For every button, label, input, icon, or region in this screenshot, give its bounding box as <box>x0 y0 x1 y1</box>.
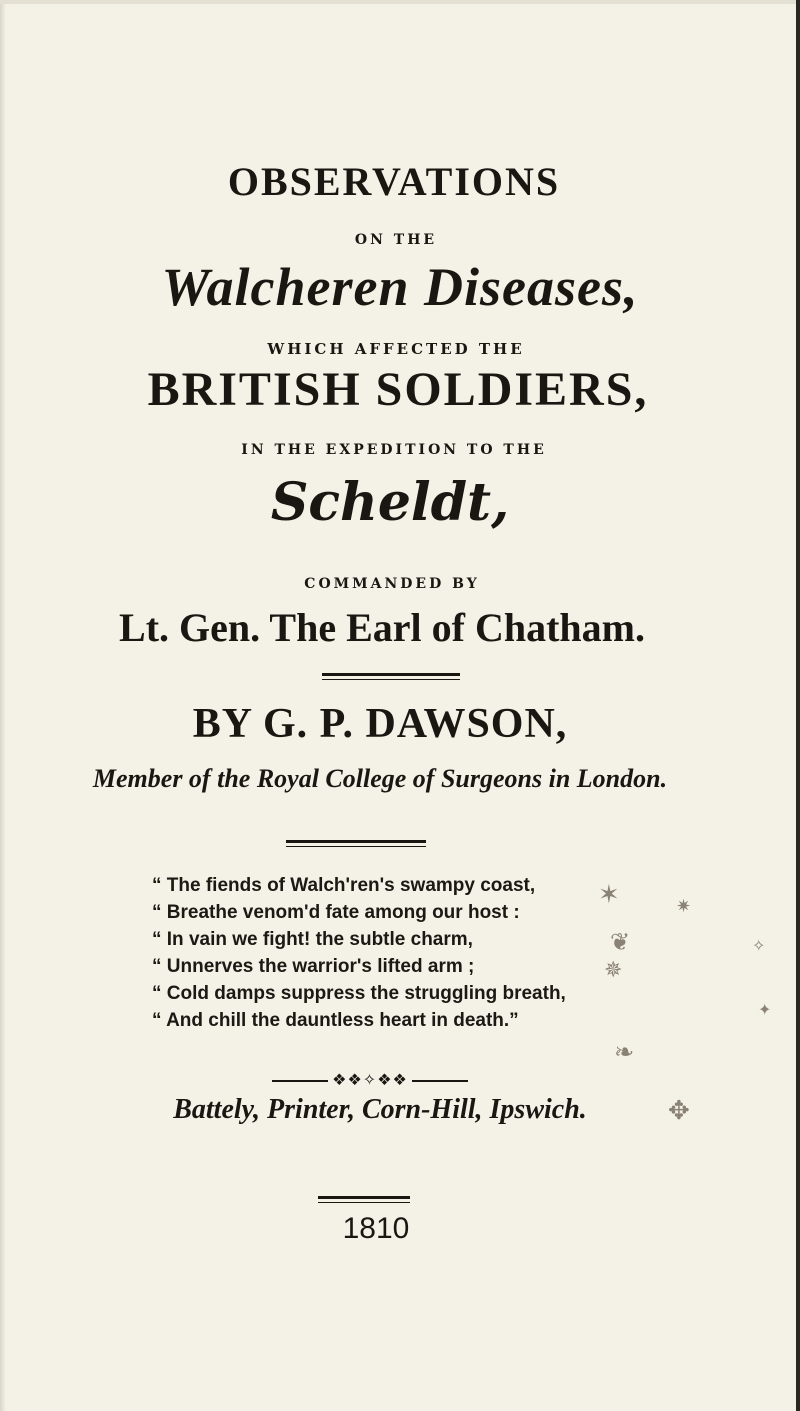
page-right-edge <box>796 0 800 1411</box>
epigraph-line: “ And chill the dauntless heart in death.” <box>152 1010 519 1031</box>
title-which-affected: WHICH AFFECTED THE <box>267 340 525 358</box>
epigraph-line: “ Cold damps suppress the struggling breath, <box>152 983 566 1004</box>
printer-imprint: Battely, Printer, Corn-Hill, Ipswich. <box>173 1094 587 1125</box>
title-british-soldiers: BRITISH SOLDIERS, <box>147 363 649 416</box>
bleed-through-mark: ❧ <box>614 1038 635 1066</box>
title-scheldt: Scheldt, <box>270 472 510 533</box>
divider-rule-thick-3 <box>318 1196 410 1199</box>
title-observations: OBSERVATIONS <box>227 159 561 204</box>
title-expedition: IN THE EXPEDITION TO THE <box>241 442 547 458</box>
bleed-through-mark: ✧ <box>752 936 766 955</box>
author-line: BY G. P. DAWSON, <box>192 701 568 747</box>
divider-rule-thick <box>322 673 460 676</box>
divider-rule-thin <box>322 679 460 680</box>
epigraph-line: “ Breathe venom'd fate among our host : <box>152 902 520 923</box>
ornament-dash-right <box>412 1080 468 1082</box>
divider-rule-thin-3 <box>318 1202 410 1203</box>
epigraph-line: “ Unnerves the warrior's lifted arm ; <box>152 956 475 977</box>
epigraph-line: “ In vain we fight! the subtle charm, <box>152 929 473 950</box>
publication-year: 1810 <box>342 1212 410 1245</box>
bleed-through-mark: ✶ <box>598 880 620 910</box>
title-commander: Lt. Gen. The Earl of Chatham. <box>119 605 645 650</box>
divider-rule-thin-2 <box>286 846 426 847</box>
author-affiliation: Member of the Royal College of Surgeons in London. <box>92 764 668 793</box>
bleed-through-mark: ✵ <box>604 958 623 983</box>
page-top-edge <box>0 0 800 4</box>
title-on-the: ON THE <box>354 232 438 248</box>
divider-rule-thick-2 <box>286 840 426 843</box>
bleed-through-mark: ✥ <box>668 1096 690 1126</box>
epigraph <box>152 872 572 1034</box>
bleed-through-mark: ✦ <box>758 1000 772 1019</box>
ornament-glyphs: ❖❖✧❖❖ <box>332 1070 408 1089</box>
ornament-dash-left <box>272 1080 328 1082</box>
epigraph-line: “ The fiends of Walch'ren's swampy coast, <box>152 875 536 896</box>
title-commanded-by: COMMANDED BY <box>304 576 480 592</box>
bleed-through-mark: ✷ <box>676 896 692 917</box>
printer-ornament <box>0 1070 770 1089</box>
bleed-through-mark: ❦ <box>610 928 631 956</box>
title-walcheren-diseases: Walcheren Diseases, <box>161 257 639 317</box>
